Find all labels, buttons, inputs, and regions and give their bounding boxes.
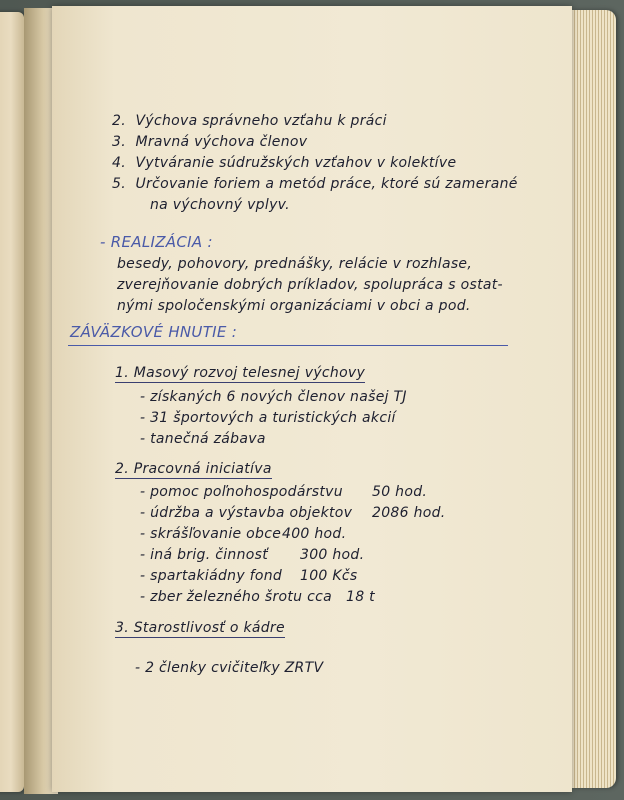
section-2-item-3: - skrášľovanie obce xyxy=(140,526,282,542)
section-1-item-1: - získaných 6 nových členov našej TJ xyxy=(140,389,407,405)
section-2-value-4: 300 hod. xyxy=(300,547,365,563)
section-2-value-3: 400 hod. xyxy=(282,526,347,542)
realizacia-heading: - REALIZÁCIA : xyxy=(100,233,213,251)
page-edges xyxy=(572,10,616,788)
section-1-title: 1. Masový rozvoj telesnej výchovy xyxy=(115,365,366,381)
realizacia-line-3: nými spoločenskými organizáciami v obci a pod. xyxy=(117,298,471,314)
section-1-item-3: - tanečná zábava xyxy=(140,431,266,447)
section-2-item-4: - iná brig. činnosť xyxy=(140,547,268,563)
list-item-4: 4. Vytváranie súdružských vzťahov v kolektíve xyxy=(112,155,457,171)
section-1-item-2: - 31 športových a turistických akcií xyxy=(140,410,396,426)
zavazkove-heading: ZÁVÄZKOVÉ HNUTIE : xyxy=(70,323,238,341)
section-2-value-6: 18 t xyxy=(346,589,375,605)
section-2-value-1: 50 hod. xyxy=(372,484,428,500)
section-2-value-5: 100 Kčs xyxy=(300,568,358,584)
realizacia-line-2: zverejňovanie dobrých príkladov, spolupráca s ostat- xyxy=(117,277,503,293)
list-item-5-cont: na výchovný vplyv. xyxy=(150,197,290,213)
section-3-item-1: - 2 členky cvičiteľky ZRTV xyxy=(135,660,324,676)
list-item-3: 3. Mravná výchova členov xyxy=(112,134,308,150)
section-2-value-2: 2086 hod. xyxy=(372,505,446,521)
section-2-title: 2. Pracovná iniciatíva xyxy=(115,461,272,477)
heading-rule xyxy=(68,345,508,346)
section-3-title: 3. Starostlivosť o kádre xyxy=(115,620,285,636)
section-2-item-1: - pomoc poľnohospodárstvu xyxy=(140,484,343,500)
section-2-item-2: - údržba a výstavba objektov xyxy=(140,505,353,521)
list-item-5: 5. Určovanie foriem a metód práce, ktoré sú zamerané xyxy=(112,176,518,192)
left-page-edge xyxy=(0,12,24,792)
list-item-2: 2. Výchova správneho vzťahu k práci xyxy=(112,113,387,129)
section-2-item-6: - zber železného šrotu cca xyxy=(140,589,332,605)
realizacia-line-1: besedy, pohovory, prednášky, relácie v rozhlase, xyxy=(117,256,473,272)
section-2-item-5: - spartakiádny fond xyxy=(140,568,283,584)
